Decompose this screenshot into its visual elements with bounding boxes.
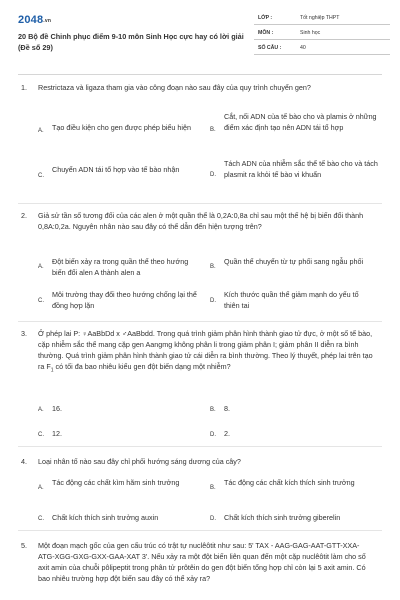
question-number: 4. xyxy=(21,457,27,466)
option-letter: B. xyxy=(210,264,216,270)
option-letter: D. xyxy=(210,172,216,178)
question-subscript: 1 xyxy=(50,367,54,374)
option-letter: B. xyxy=(210,407,216,413)
option-letter: A. xyxy=(38,128,44,134)
option-text: Tác động các chất kìm hãm sinh trưởng xyxy=(52,478,180,487)
question-text: Giả sử tần số tương đối của các alen ở một quần thể là 0,2A:0,8a chỉ sau một thế hệ bị biến đổi thành 0,8A:0,2a. Nguyên nhân nào sau đây có thể dẫn đến hiện tượng trên? xyxy=(38,211,364,231)
option-text: Kích thước quần thể giảm mạnh do yếu tố thiên tai xyxy=(224,290,359,310)
site-logo[interactable] xyxy=(18,14,51,26)
option-text: Tạo điều kiện cho gen được phép biểu hiện xyxy=(52,123,191,132)
question-number: 3. xyxy=(21,329,27,338)
option-text: Tác động các chất kích thích sinh trưởng xyxy=(224,478,355,487)
option-letter: A. xyxy=(38,407,44,413)
option-text: Chuyển ADN tái tổ hợp vào tế bào nhận xyxy=(52,165,180,174)
info-row-subject xyxy=(254,25,390,40)
question-number: 5. xyxy=(21,541,27,550)
info-value: Tốt nghiệp THPT xyxy=(300,15,340,21)
question-number: 1. xyxy=(21,83,27,92)
info-label: SỐ CÂU : xyxy=(258,45,282,51)
question-text: Restrictaza và ligaza tham gia vào công đoạn nào sau đây của quy trình chuyển gen? xyxy=(38,83,311,92)
question-text: Một đoạn mạch gốc của gen cấu trúc có trật tự nuclêôtit như sau: 5' TAX - AAG-GAG-AAT-GTT-XXA-ATG-XGG-GXG-GXX-GAA-XAT 3'. Nếu xảy ra một đột biến liên quan đến một cặp nuclêôtit làm cho số axit amin của chuỗi pôlipeptit trong phân tử prôtêin do gen đột biến tổng hợp chỉ còn lại 5 axit amin. Có bao nhiêu trường hợp đột biến sau đây có thể xảy ra? xyxy=(38,541,366,583)
document-title: 20 Bộ đề Chinh phục điểm 9-10 môn Sinh Học cực hay có lời giải (Đề số 29) xyxy=(18,32,244,52)
question-divider xyxy=(18,530,382,531)
info-row-class xyxy=(254,10,390,25)
question-text: Loại nhân tố nào sau đây chỉ phối hướng sáng dương của cây? xyxy=(38,457,241,466)
question-divider xyxy=(18,321,382,322)
option-letter: C. xyxy=(38,516,44,522)
info-value: Sinh học xyxy=(300,30,321,36)
option-letter: A. xyxy=(38,485,44,491)
option-letter: C. xyxy=(38,173,44,179)
option-text: Đột biến xảy ra trong quần thể theo hướng biến đổi alen A thành alen a xyxy=(52,257,189,277)
option-text: Chất kích thích sinh trưởng giberelin xyxy=(224,513,341,522)
question-text-part: Ở phép lai P: ♀AaBbDd x ♂AaBbdd. Trong quá trình giảm phân hình thành giao tử đực, ở một số tế bào, cặp nhiễm sắc thể mang cặp gen Aangmg không phân li trong giảm phân I; giảm phân II diễn ra bình thường. Quá trình giảm phân hình thành giao tử cái diễn ra bình thường. Theo lý thuyết, phép lai trên tạo ra F xyxy=(38,329,373,371)
option-letter: A. xyxy=(38,264,44,270)
option-text: Tách ADN của nhiễm sắc thể tế bào cho và tách plasmit ra khỏi tế bào vi khuẩn xyxy=(224,159,378,179)
option-letter: D. xyxy=(210,516,216,522)
info-label: LỚP : xyxy=(258,15,273,21)
option-text: Môi trường thay đổi theo hướng chống lại thể đồng hợp lặn xyxy=(52,290,197,310)
info-row-count xyxy=(254,40,390,55)
option-text: 8. xyxy=(224,404,230,413)
logo-main: 2048 xyxy=(18,14,44,26)
option-text: 16. xyxy=(52,404,62,413)
option-text: 2. xyxy=(224,429,230,438)
info-label: MÔN : xyxy=(258,30,274,36)
logo-suffix: .vn xyxy=(43,18,52,24)
option-letter: C. xyxy=(38,432,44,438)
option-text: Cắt, nối ADN của tế bào cho và plamis ở những điểm xác định tạo nên ADN tái tổ hợp xyxy=(224,112,377,132)
info-box xyxy=(254,10,390,55)
question-text-part: có tối đa bao nhiêu kiểu gen đột biến dạng một nhiễm? xyxy=(53,362,231,371)
question-text xyxy=(38,328,376,376)
option-text: Chất kích thích sinh trưởng auxin xyxy=(52,513,159,522)
header-divider xyxy=(18,74,382,75)
option-text: 12. xyxy=(52,429,62,438)
option-letter: D. xyxy=(210,298,216,304)
option-letter: D. xyxy=(210,432,216,438)
question-divider xyxy=(18,203,382,204)
option-letter: B. xyxy=(210,485,216,491)
option-letter: C. xyxy=(38,298,44,304)
question-number: 2. xyxy=(21,211,27,220)
document-header xyxy=(18,10,390,64)
info-value: 40 xyxy=(300,45,306,51)
option-text: Quần thể chuyển từ tự phối sang ngẫu phối xyxy=(224,257,364,266)
question-divider xyxy=(18,446,382,447)
option-letter: B. xyxy=(210,127,216,133)
